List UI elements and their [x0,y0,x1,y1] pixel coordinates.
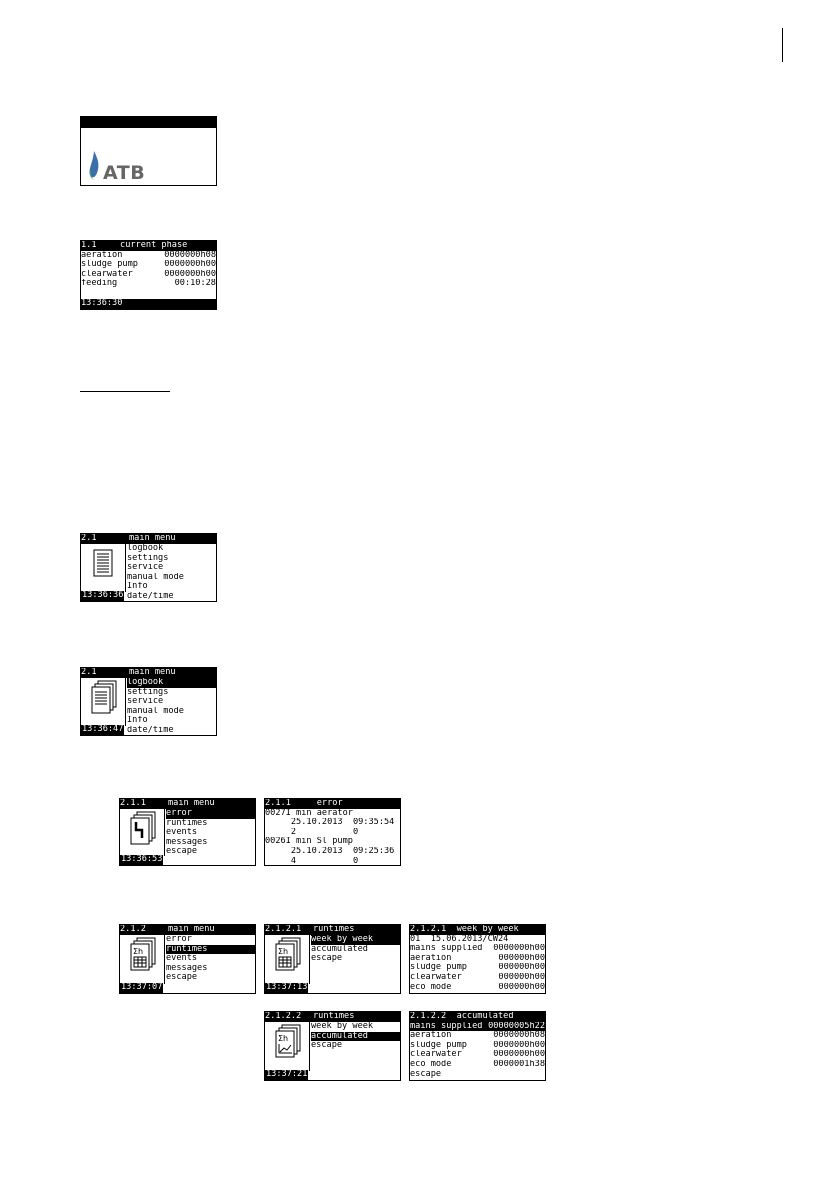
menu-item-date-time[interactable]: date/time [127,591,174,601]
menu-item-runtimes[interactable]: runtimes [166,945,255,955]
screen-title: runtimes [313,925,355,934]
screen-title: main menu [168,925,215,934]
svg-text:Σh: Σh [133,947,144,956]
menu-item-settings[interactable]: settings [127,553,169,563]
status-time: 13:37:21 [266,1069,308,1080]
screen-number: 2.1.2.2 [410,1012,447,1021]
menu-item-runtimes[interactable]: runtimes [166,818,208,828]
screen-header [120,925,255,935]
svg-text:Σh: Σh [278,1034,289,1043]
menu-icon-area [81,544,126,592]
error-log-icon [120,809,164,849]
menu-item-escape[interactable]: escape [166,973,198,983]
acc-row: clearwater 0000000h00 [410,1050,545,1060]
week-row: mains supplied 0000000h00 [410,944,545,954]
status-time: 13:36:30 [81,299,123,309]
runtime-sum-icon [120,935,164,975]
screen-title: main menu [168,799,215,808]
menu-item-accumulated[interactable]: accumulated [311,944,368,954]
error-entry-line: 2 0 [265,827,359,837]
menu-item-escape[interactable]: escape [311,1041,343,1051]
menu-item-messages[interactable]: messages [166,837,208,847]
screen-number: 2.1.1 [120,799,146,808]
menu-item-info[interactable]: Info [127,582,148,592]
logo-text: ATB [103,162,146,184]
status-time: 13:36:36 [82,590,124,601]
menu-icon-area [265,935,310,984]
week-row: 01 15.06.2013/CW24 [410,934,509,944]
screen-title: accumulated [456,1012,514,1021]
screen-header [81,241,216,251]
menu-item-events[interactable]: events [166,828,198,838]
runtimes-menu-week-screen [264,924,401,994]
flame-logo-icon [87,151,101,181]
svg-text:Σh: Σh [278,947,289,956]
status-time: 13:36:53 [121,854,163,865]
menu-list [166,809,255,857]
section-underline [80,391,170,392]
error-entry-line: 25.10.2013 09:25:36 [265,846,395,856]
phase-row: sludge pump 0000000h00 [81,260,216,270]
week-row: sludge pump 000000h00 [410,963,545,973]
status-time: 13:37:07 [121,982,163,993]
acc-row-selected[interactable]: mains supplied 00000005h22 [410,1021,545,1031]
phase-row: clearwater 0000000h00 [81,269,216,279]
screen-title: week by week [456,925,519,934]
menu-list [166,935,255,983]
logbook-icon [81,678,125,718]
menu-item-info[interactable]: Info [127,716,148,726]
screen-title: main menu [129,668,176,677]
screen-header [120,799,255,809]
week-row: aeration 000000h00 [410,953,545,963]
screen-header [410,1012,545,1022]
screen-header [81,534,216,544]
week-row: eco mode 000000h00 [410,982,545,992]
screen-number: 1.1 [81,241,97,250]
screen-title: error [316,799,343,808]
screen-number: 2.1.2.2 [265,1012,302,1021]
page-margin-line [782,28,783,62]
menu-item-week-by-week[interactable]: week by week [311,935,400,945]
main-menu-screen [80,533,217,602]
menu-item-service[interactable]: service [127,563,164,573]
status-time: 13:37:13 [266,982,308,993]
screen-header [265,1012,400,1022]
menu-item-messages[interactable]: messages [166,963,208,973]
menu-item-events[interactable]: events [166,954,198,964]
document-list-icon [81,544,125,584]
menu-list [311,935,400,964]
menu-item-service[interactable]: service [127,697,164,707]
menu-item-logbook[interactable]: logbook [127,544,164,553]
screen-header [265,925,400,935]
current-phase-screen [80,240,217,310]
screen-number: 2.1.2.1 [265,925,302,934]
runtime-table-icon [265,935,309,975]
menu-list [311,1022,400,1051]
phase-row: aeration 0000000h08 [81,250,216,260]
status-time-bar [81,299,216,309]
screen-number: 2.1.2 [120,925,146,934]
logo-display-header-bar [81,117,216,128]
menu-item-week-by-week[interactable]: week by week [311,1022,374,1031]
menu-item-error[interactable]: error [166,935,192,944]
error-entry-line: 0026I min Sl pump [265,837,353,847]
week-row: clearwater 000000h00 [410,972,545,982]
menu-icon-area [81,678,126,726]
screen-header [265,799,400,809]
runtime-graph-icon [265,1022,309,1062]
logo-display [80,116,217,186]
main-menu-logbook-screen [80,667,217,736]
screen-number: 2.1 [81,668,97,677]
runtimes-menu-accumulated-screen [264,1011,401,1081]
acc-row-escape[interactable]: escape [410,1069,442,1079]
menu-item-logbook[interactable]: logbook [127,678,216,688]
screen-number: 2.1 [81,534,97,543]
menu-icon-area [120,809,165,856]
menu-icon-area [120,935,165,984]
screen-header [410,925,545,935]
menu-item-error[interactable]: error [166,809,255,819]
menu-item-date-time[interactable]: date/time [127,725,174,735]
acc-row: sludge pump 0000000h00 [410,1040,545,1050]
accumulated-screen [409,1011,546,1081]
menu-list [127,678,216,736]
menu-icon-area [265,1022,310,1071]
menu-item-escape[interactable]: escape [166,847,198,857]
menu-item-manual-mode[interactable]: manual mode [127,706,184,716]
screen-title: runtimes [313,1012,355,1021]
screen-number: 2.1.1 [265,799,291,808]
acc-row: eco mode 0000001h38 [410,1059,545,1069]
logbook-menu-runtimes-screen [119,924,256,994]
menu-item-escape[interactable]: escape [311,954,343,964]
error-entry-line: 0027I min aerator [265,808,353,818]
screen-number: 2.1.2.1 [410,925,447,934]
status-time: 13:36:47 [82,724,124,735]
logbook-menu-error-screen [119,798,256,866]
week-by-week-screen [409,924,546,994]
phase-row: feeding 00:10:28 [81,279,216,289]
menu-item-accumulated[interactable]: accumulated [311,1032,400,1042]
error-log-screen [264,798,401,866]
menu-item-settings[interactable]: settings [127,687,169,697]
screen-title: main menu [129,534,176,543]
screen-title: current phase [120,241,188,250]
menu-list [127,544,184,602]
error-entry-line: 4 0 [265,856,359,866]
screen-header [81,668,216,678]
acc-row: aeration 0000000h08 [410,1031,545,1041]
error-entry-line: 25.10.2013 09:35:54 [265,818,395,828]
menu-item-manual-mode[interactable]: manual mode [127,572,184,582]
